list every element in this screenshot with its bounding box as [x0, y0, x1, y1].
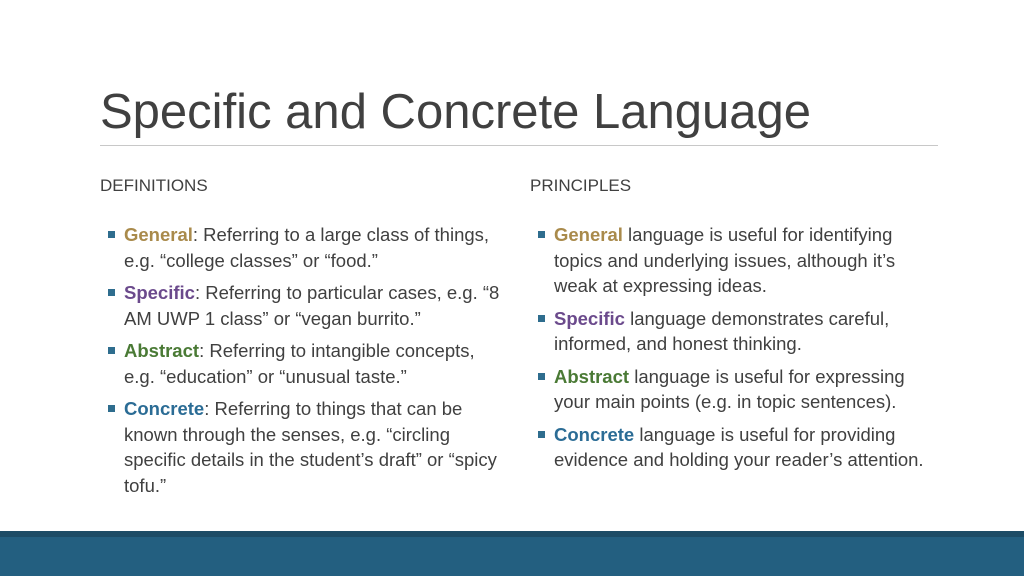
definition-specific	[108, 280, 508, 331]
definition-text: : Referring to intangible concepts, e.g. “education” or “unusual taste.”	[124, 340, 475, 387]
definition-general	[108, 222, 508, 273]
principle-general	[538, 222, 933, 299]
principle-text: language is useful for expressing your main points (e.g. in topic sentences).	[554, 365, 905, 412]
title-divider	[100, 145, 938, 146]
square-bullet-icon	[108, 347, 115, 354]
principle-concrete	[538, 422, 933, 473]
square-bullet-icon	[538, 315, 545, 322]
definition-text: : Referring to particular cases, e.g. “8 AM UWP 1 class” or “vegan burrito.”	[124, 282, 500, 329]
definitions-heading: DEFINITIONS	[100, 176, 208, 195]
definition-text: : Referring to a large class of things, e.g. “college classes” or “food.”	[124, 224, 490, 271]
definitions-list	[108, 222, 508, 505]
square-bullet-icon	[538, 373, 545, 380]
definition-abstract	[108, 338, 508, 389]
term-general: General	[124, 224, 193, 245]
term-specific: Specific	[124, 282, 195, 303]
principle-text: language is useful for identifying topics and underlying issues, although it’s weak at expressing ideas.	[554, 224, 896, 296]
definition-concrete	[108, 396, 508, 498]
footer-band	[0, 537, 1024, 576]
principles-list	[538, 222, 933, 480]
principle-abstract	[538, 364, 933, 415]
square-bullet-icon	[538, 231, 545, 238]
term-specific: Specific	[554, 307, 625, 329]
square-bullet-icon	[538, 431, 545, 438]
principles-heading: PRINCIPLES	[530, 176, 632, 195]
square-bullet-icon	[108, 289, 115, 296]
term-abstract: Abstract	[554, 365, 630, 387]
slide-title: Specific and Concrete Language	[100, 85, 812, 139]
term-abstract: Abstract	[124, 340, 200, 361]
term-general: General	[554, 224, 623, 245]
principle-text: language is useful for providing evidence and holding your reader’s attention.	[554, 423, 924, 470]
square-bullet-icon	[108, 405, 115, 412]
term-concrete: Concrete	[124, 398, 205, 419]
square-bullet-icon	[108, 231, 115, 238]
principle-specific	[538, 306, 933, 357]
principle-text: language demonstrates careful, informed, and honest thinking.	[554, 307, 890, 354]
definition-text: : Referring to things that can be known through the senses, e.g. “circling specific details in the student’s draft” or “spicy tofu.”	[124, 398, 497, 496]
term-concrete: Concrete	[554, 423, 635, 445]
